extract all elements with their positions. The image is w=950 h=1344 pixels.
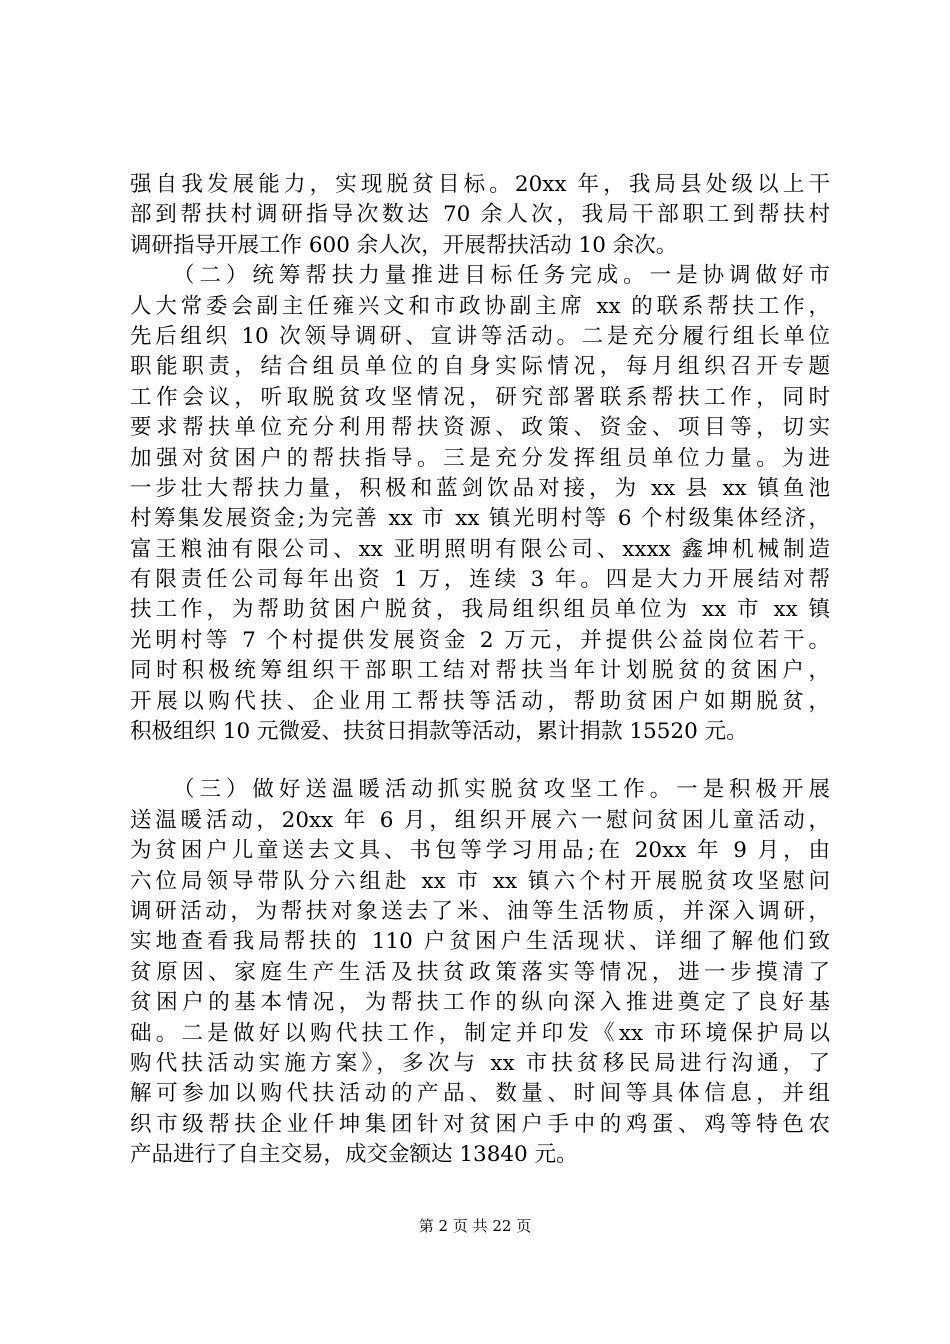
paragraph-line: 实地查看我局帮扶的 110 户贫困户生活现状、详细了解他们致 [130, 929, 830, 955]
paragraph-line: 要求帮扶单位充分利用帮扶资源、政策、资金、项目等，切实 [130, 415, 830, 441]
paragraph-line: 有限责任公司每年出资 1 万，连续 3 年。四是大力开展结对帮 [130, 567, 830, 593]
paragraph-1 [130, 170, 830, 261]
paragraph-line: 扶工作，为帮助贫困户脱贫，我局组织组员单位为 xx 市 xx 镇 [130, 597, 830, 623]
paragraph-line: 调研活动，为帮扶对象送去了米、油等生活物质，并深入调研， [130, 898, 830, 924]
paragraph-line: 强自我发展能力，实现脱贫目标。20xx 年，我局县处级以上干 [130, 172, 830, 197]
paragraph-line: （二）统筹帮扶力量推进目标任务完成。一是协调做好市 [173, 263, 830, 289]
paragraph-line: 为贫困户儿童送去文具、书包等学习用品;在 20xx 年 9 月，由 [130, 838, 830, 864]
paragraph-line: 光明村等 7 个村提供发展资金 2 万元，并提供公益岗位若干。 [130, 627, 830, 653]
paragraph-line: 贫困户的基本情况，为帮扶工作的纵向深入推进奠定了良好基 [130, 990, 830, 1016]
paragraph-line: 产品进行了自主交易，成交金额达 13840 元。 [130, 1142, 578, 1168]
paragraph-line: （三）做好送温暖活动抓实脱贫攻坚工作。一是积极开展 [173, 777, 830, 803]
paragraph-line: 一步壮大帮扶力量，积极和蓝剑饮品对接，为 xx 县 xx 镇鱼池 [130, 475, 830, 501]
document-body [130, 170, 830, 1171]
paragraph-line: 人大常委会副主任雍兴文和市政协副主席 xx 的联系帮扶工作， [130, 293, 830, 319]
paragraph-line: 贫原因、家庭生产生活及扶贫政策落实等情况，进一步摸清了 [130, 959, 830, 985]
paragraph-line: 调研指导开展工作 600 余人次，开展帮扶活动 10 余次。 [130, 232, 678, 258]
paragraph-line: 同时积极统筹组织干部职工结对帮扶当年计划脱贫的贫困户， [130, 658, 830, 684]
paragraph-2 [130, 261, 830, 747]
paragraph-line: 村筹集发展资金;为完善 xx 市 xx 镇光明村等 6 个村级集体经济， [130, 506, 830, 532]
paragraph-line: 送温暖活动，20xx 年 6 月，组织开展六一慰问贫困儿童活动， [130, 807, 830, 833]
paragraph-line: 础。二是做好以购代扶工作，制定并印发《xx 市环境保护局以 [130, 1020, 830, 1046]
paragraph-line: 加强对贫困户的帮扶指导。三是充分发挥组员单位力量。为进 [130, 445, 830, 471]
paragraph-line: 富王粮油有限公司、xx 亚明照明有限公司、xxxx 鑫坤机械制造 [130, 536, 830, 562]
paragraph-line: 积极组织 10 元微爱、扶贫日捐款等活动，累计捐款 15520 元。 [130, 719, 748, 745]
paragraph-line: 工作会议，听取脱贫攻坚情况，研究部署联系帮扶工作，同时 [130, 384, 830, 410]
paragraph-line: 职能职责，结合组员单位的自身实际情况，每月组织召开专题 [130, 354, 830, 380]
paragraph-line: 部到帮扶村调研指导次数达 70 余人次，我局干部职工到帮扶村 [130, 202, 830, 228]
paragraph-line: 购代扶活动实施方案》，多次与 xx 市扶贫移民局进行沟通，了 [130, 1050, 830, 1076]
paragraph-3 [130, 775, 830, 1170]
paragraph-line: 开展以购代扶、企业用工帮扶等活动，帮助贫困户如期脱贫， [130, 688, 830, 714]
paragraph-spacer [130, 747, 830, 775]
paragraph-line: 六位局领导带队分六组赴 xx 市 xx 镇六个村开展脱贫攻坚慰问 [130, 868, 830, 894]
paragraph-line: 解可参加以购代扶活动的产品、数量、时间等具体信息，并组 [130, 1081, 830, 1107]
page-indicator: 第 2 页 共 22 页 [418, 1217, 532, 1235]
paragraph-line: 织市级帮扶企业仟坤集团针对贫困户手中的鸡蛋、鸡等特色农 [130, 1111, 830, 1137]
paragraph-line: 先后组织 10 次领导调研、宣讲等活动。二是充分履行组长单位 [130, 323, 830, 349]
